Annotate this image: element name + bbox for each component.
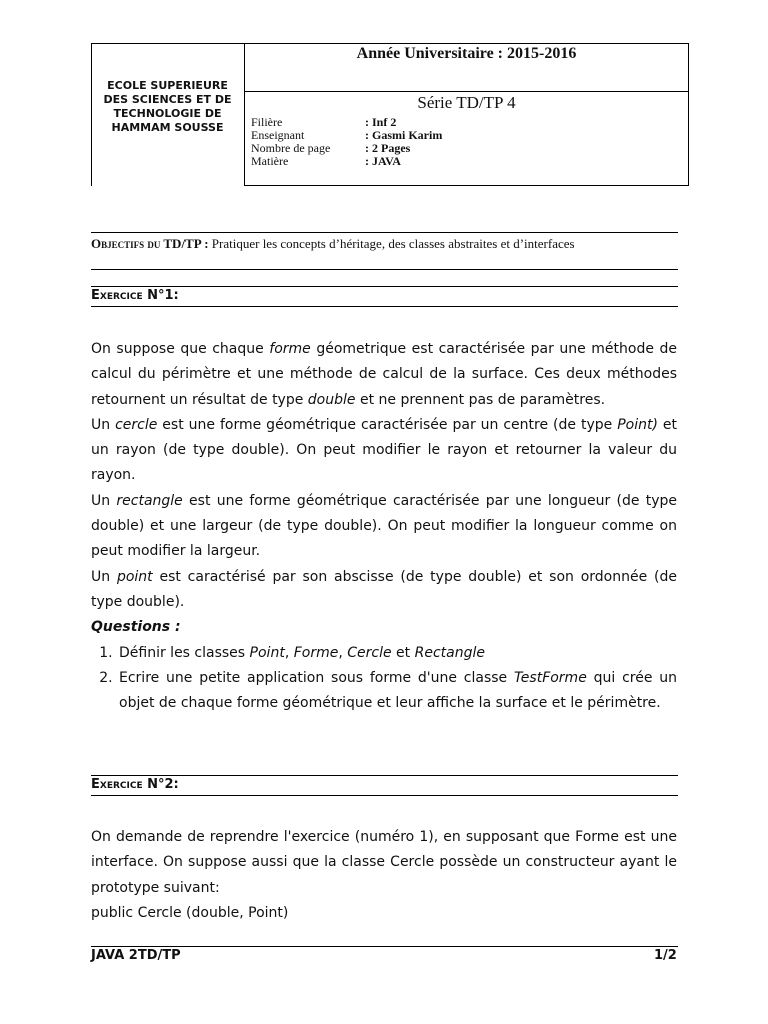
divider <box>91 286 678 287</box>
paragraph: On suppose que chaque forme géometrique est caractérisée par une méthode de calcul du périmètre et une méthode de calcul de la surface. Ces deux méthodes retournent un résultat de type double et ne prennent pas de paramètres. <box>91 341 677 408</box>
table-border <box>244 43 245 186</box>
school-line: TECHNOLOGIE DE <box>113 107 222 120</box>
header-table <box>91 43 689 186</box>
objectives-text: Pratiquer les concepts d’héritage, des classes abstraites et d’interfaces <box>208 236 575 251</box>
code-line: public Cercle (double, Point) <box>91 904 289 921</box>
question-item: 1. Définir les classes Point, Forme, Cercle et Rectangle <box>117 641 677 666</box>
info-label: Filière <box>251 115 283 129</box>
table-border <box>244 185 689 186</box>
divider <box>91 232 678 233</box>
table-border <box>244 91 689 92</box>
info-value: : JAVA <box>365 154 401 168</box>
footer-course: JAVA 2TD/TP <box>91 948 181 963</box>
questions-title: Questions : <box>91 619 181 636</box>
school-line: ECOLE SUPERIEURE <box>107 79 228 92</box>
series-title: Série TD/TP 4 <box>417 93 516 112</box>
school-line: DES SCIENCES ET DE <box>103 93 232 106</box>
info-label: Enseignant <box>251 128 305 142</box>
school-name <box>91 79 244 135</box>
page-number: 1/2 <box>654 948 677 963</box>
divider <box>91 269 678 270</box>
paragraph: Un point est caractérisé par son abscisse (de type double) et son ordonnée (de type double). <box>91 568 677 610</box>
academic-year: Année Universitaire : 2015-2016 <box>356 45 577 62</box>
divider <box>91 775 678 776</box>
info-value: : Gasmi Karim <box>365 128 443 142</box>
info-value: : 2 Pages <box>365 141 411 155</box>
question-item: 2. Ecrire une petite application sous forme d'une classe TestForme qui crée un objet de chaque forme géométrique et leur affiche la surface et le périmètre. <box>117 666 677 717</box>
exercise-2-title: Exercice N°2: <box>91 777 179 792</box>
objectives-label: Objectifs du TD/TP : <box>91 236 209 251</box>
divider <box>91 306 678 307</box>
info-value: : Inf 2 <box>365 115 397 129</box>
course-info <box>251 116 671 172</box>
exercise-1-body <box>91 337 677 716</box>
questions-list <box>91 641 677 717</box>
objectives <box>91 235 678 252</box>
info-label: Nombre de page <box>251 141 331 155</box>
footer-divider <box>91 946 678 947</box>
table-border <box>91 43 689 44</box>
school-line: HAMMAM SOUSSE <box>111 121 224 134</box>
info-label: Matière <box>251 154 289 168</box>
table-border <box>688 43 689 186</box>
exercise-2-body <box>91 825 677 926</box>
paragraph: Un cercle est une forme géométrique caractérisée par un centre (de type Point) et un rayon (de type double). On peut modifier le rayon et retourner la valeur du rayon. <box>91 416 677 484</box>
exercise-1-title: Exercice N°1: <box>91 288 179 303</box>
paragraph: Un rectangle est une forme géométrique caractérisée par une longueur (de type double) et une largeur (de type double). On peut modifier la longueur comme on peut modifier la largeur. <box>91 492 677 560</box>
divider <box>91 795 678 796</box>
paragraph: On demande de reprendre l'exercice (numéro 1), en supposant que Forme est une interface. On suppose aussi que la classe Cercle possède un constructeur ayant le prototype suivant: <box>91 829 677 896</box>
